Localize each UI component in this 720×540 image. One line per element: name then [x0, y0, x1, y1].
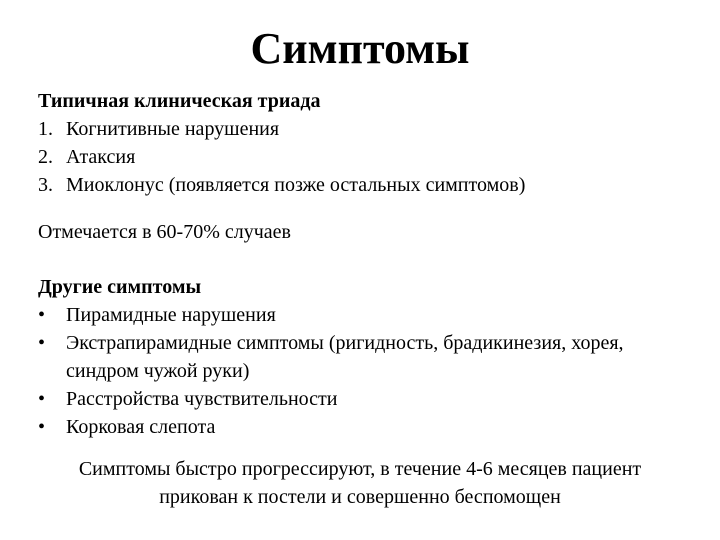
- other-symptoms-section: [38, 273, 688, 441]
- bullet-icon: •: [38, 416, 46, 438]
- bullet-icon: •: [38, 332, 46, 354]
- list-number: 1.: [38, 118, 53, 140]
- other-symptom-item: [38, 385, 688, 413]
- slide-title: Симптомы: [250, 24, 470, 73]
- other-symptoms-list: [38, 301, 688, 441]
- triad-list-item: [38, 171, 688, 199]
- other-symptom-text: Пирамидные нарушения: [66, 304, 276, 326]
- other-symptom-item: [38, 329, 688, 385]
- triad-item-text: Когнитивные нарушения: [66, 118, 280, 140]
- progression-note-line: прикован к постели и совершенно беспомощен: [159, 486, 561, 508]
- progression-note-line: Симптомы быстро прогрессируют, в течение 4-6 месяцев пациент: [78, 458, 642, 480]
- triad-heading: Типичная клиническая триада: [38, 90, 321, 112]
- other-symptom-text: Экстрапирамидные симптомы (ригидность, брадикинезия, хорея, синдром чужой руки): [66, 332, 624, 382]
- other-symptoms-heading: Другие симптомы: [38, 276, 202, 298]
- triad-list-item: [38, 115, 688, 143]
- list-number: 2.: [38, 146, 53, 168]
- other-symptom-text: Корковая слепота: [66, 416, 216, 438]
- triad-list-item: [38, 143, 688, 171]
- triad-item-text: Атаксия: [66, 146, 136, 168]
- other-symptom-item: [38, 301, 688, 329]
- triad-section: [38, 87, 688, 199]
- other-symptom-text: Расстройства чувствительности: [66, 388, 338, 410]
- bullet-icon: •: [38, 304, 46, 326]
- bullet-icon: •: [38, 388, 46, 410]
- list-number: 3.: [38, 174, 53, 196]
- triad-list: [38, 115, 688, 199]
- triad-item-text: Миоклонус (появляется позже остальных симптомов): [66, 174, 526, 196]
- other-symptom-item: [38, 413, 688, 441]
- frequency-note: Отмечается в 60-70% случаев: [38, 221, 291, 243]
- progression-note: [20, 455, 700, 511]
